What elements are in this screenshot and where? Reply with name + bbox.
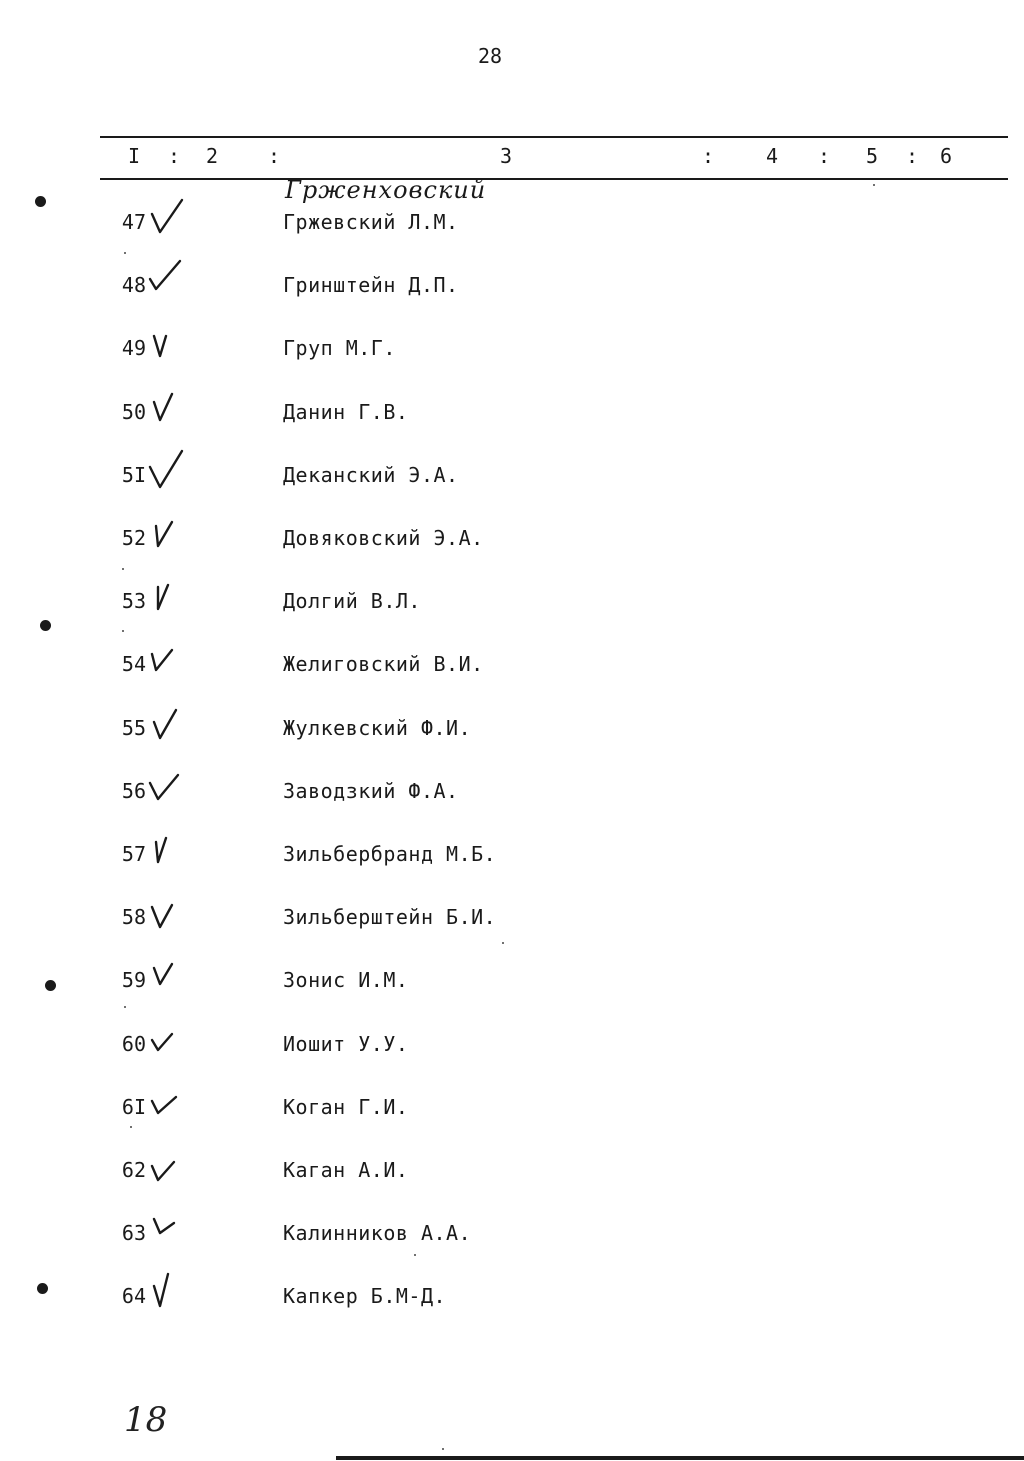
checkmark-icon: [148, 1270, 188, 1314]
list-item: [0, 265, 1024, 305]
checkmark-icon: [148, 1207, 188, 1251]
entry-name: Груп М.Г.: [283, 336, 396, 361]
list-item: [0, 771, 1024, 811]
paper-speck: [122, 568, 124, 570]
column-separator: :: [818, 144, 831, 168]
list-item: [0, 1213, 1024, 1253]
entry-number: 55: [121, 715, 146, 740]
paper-speck: [122, 630, 124, 632]
entry-name: Калинников А.А.: [283, 1221, 472, 1246]
entry-name: Зонис И.М.: [283, 968, 409, 993]
entry-name: Гржевский Л.М.: [283, 210, 459, 234]
checkmark-icon: [148, 765, 188, 809]
entry-number: 47: [121, 210, 146, 234]
column-separator: :: [168, 144, 181, 168]
column-header-6: 6: [940, 144, 953, 168]
checkmark-icon: [148, 702, 188, 746]
checkmark-icon: [148, 196, 188, 240]
checkmark-icon: [148, 828, 188, 872]
paper-speck: [442, 1448, 444, 1450]
list-item: [0, 1024, 1024, 1064]
binder-hole-mark: [35, 196, 46, 207]
entry-name: Деканский Э.А.: [283, 462, 459, 487]
entry-number: 60: [121, 1031, 146, 1056]
entry-name: Каган А.И.: [283, 1158, 409, 1182]
column-separator: :: [268, 144, 281, 168]
checkmark-icon: [148, 1018, 188, 1062]
binder-hole-mark: [37, 1283, 48, 1294]
entry-number: 57: [121, 842, 146, 866]
checkmark-icon: [148, 954, 188, 998]
column-header-2: 2: [206, 144, 219, 168]
scan-edge-line: [336, 1456, 1024, 1460]
list-item: [0, 708, 1024, 748]
checkmark-icon: [148, 386, 188, 430]
entry-number: 62: [121, 1158, 146, 1182]
list-item: [0, 1276, 1024, 1316]
checkmark-icon: [148, 575, 188, 619]
checkmark-icon: [148, 512, 188, 556]
checkmark-icon: [148, 1144, 188, 1188]
paper-speck: [873, 184, 875, 186]
entry-number: 59: [121, 968, 146, 993]
entry-name: Зильбербранд М.Б.: [283, 842, 497, 866]
list-item: [0, 960, 1024, 1000]
list-item: [0, 1087, 1024, 1127]
paper-speck: [502, 942, 504, 944]
entry-number: 53: [121, 589, 146, 614]
entry-number: 58: [121, 905, 146, 930]
column-header-1: I: [128, 144, 141, 168]
entry-name: Иошит У.У.: [283, 1031, 409, 1056]
entry-number: 50: [121, 399, 146, 424]
list-item: [0, 834, 1024, 874]
list-item: [0, 1150, 1024, 1190]
binder-hole-mark: [40, 620, 51, 631]
entry-number: 64: [121, 1284, 146, 1309]
entry-number: 63: [121, 1221, 146, 1246]
entry-name: Жулкевский Ф.И.: [283, 715, 472, 740]
entry-name: Довяковский Э.А.: [283, 526, 484, 550]
handwritten-annotation: Грженховский: [285, 176, 487, 204]
list-item: [0, 897, 1024, 937]
paper-speck: [124, 252, 126, 254]
list-item: [0, 328, 1024, 368]
entry-number: 54: [121, 652, 146, 677]
checkmark-icon: [148, 638, 188, 682]
entry-number: 52: [121, 526, 146, 550]
checkmark-icon: [148, 449, 188, 493]
list-item: [0, 644, 1024, 684]
entry-name: Долгий В.Л.: [283, 589, 421, 614]
column-header-3: 3: [500, 144, 513, 168]
entry-number: 6I: [121, 1094, 146, 1119]
list-item: [0, 581, 1024, 621]
folio-number: 18: [124, 1400, 168, 1440]
column-separator: :: [702, 144, 715, 168]
binder-hole-mark: [45, 980, 56, 991]
entry-name: Капкер Б.М-Д.: [283, 1284, 447, 1309]
list-item: [0, 455, 1024, 495]
entry-number: 49: [121, 336, 146, 361]
paper-speck: [414, 1254, 416, 1256]
checkmark-icon: [148, 891, 188, 935]
list-item: [0, 202, 1024, 242]
page-number: 28: [477, 44, 503, 68]
entry-name: Желиговский В.И.: [283, 652, 484, 677]
column-header-5: 5: [866, 144, 879, 168]
entry-name: Зильберштейн Б.И.: [283, 905, 497, 930]
entry-name: Заводзкий Ф.А.: [283, 778, 459, 803]
entry-number: 56: [121, 778, 146, 803]
column-header-4: 4: [766, 144, 779, 168]
checkmark-icon: [148, 259, 188, 303]
entry-number: 5I: [121, 462, 146, 487]
entry-name: Данин Г.В.: [283, 399, 409, 424]
checkmark-icon: [148, 1081, 188, 1125]
list-item: [0, 392, 1024, 432]
paper-speck: [124, 1006, 126, 1008]
checkmark-icon: [148, 322, 188, 366]
entry-name: Гринштейн Д.П.: [283, 273, 459, 298]
entry-number: 48: [121, 273, 146, 298]
paper-speck: [130, 1126, 132, 1128]
column-separator: :: [906, 144, 919, 168]
list-item: [0, 518, 1024, 558]
entry-name: Коган Г.И.: [283, 1094, 409, 1119]
